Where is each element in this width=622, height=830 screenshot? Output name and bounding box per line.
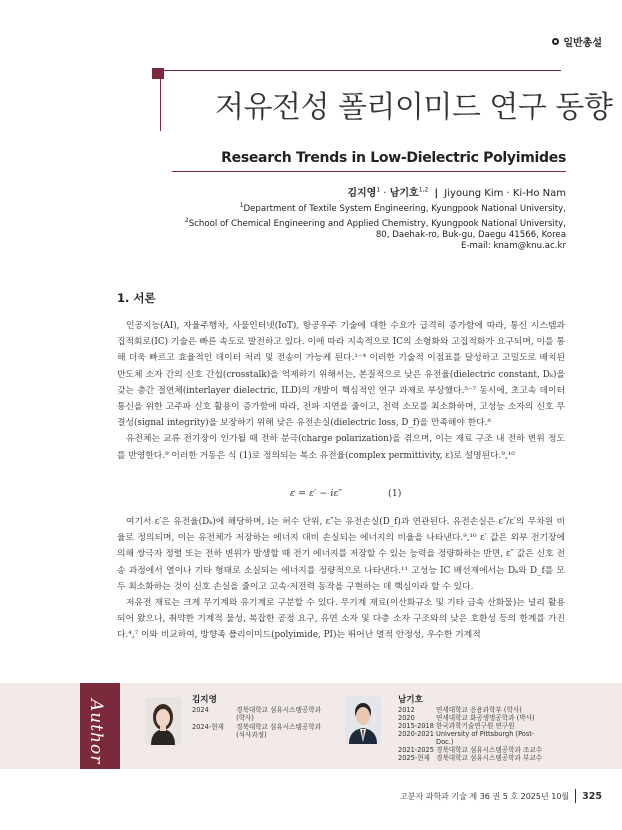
author-2-row [398, 754, 568, 762]
author-2-row [398, 706, 568, 714]
body-paragraphs [117, 514, 565, 644]
author-2-year: 2021-2025 [398, 746, 434, 754]
author-2-row [398, 722, 568, 730]
author-2-detail: 연세대학교 화공생명공학과 (박사) [436, 714, 535, 722]
affiliation-sup: 1 [239, 202, 244, 209]
section-heading: 1. 서론 [117, 291, 156, 305]
author-1-sup: 1 [376, 186, 381, 194]
author-1-row [192, 706, 332, 722]
affiliation-line [146, 200, 566, 215]
author-2-year: 2015-2018 [398, 722, 434, 730]
journal-info: 고분자 과학과 기술 제 36 권 5 호 2025년 10월 [399, 791, 570, 801]
paragraph: 인공지능(AI), 자율주행차, 사물인터넷(IoT), 항공우주 기술에 대한 수요가 급격히 증가함에 따라, 통신 시스템과 집적회로(IC) 기술은 빠른 속도로 발전하고 있다. 이에 따라 지속적으로 IC의 소형화와 고집적화가 요구되며, 이를 통해 더욱 빠르고 효율적인 데이터 처리 및 전송이 가능케 된다.¹⁻⁴ 이러한 기술적 이점표를 달성하고 고밀도로 배치된 반도체 소자 간의 신호 간섭(crosstalk)을 억제하기 위해서는, 본질적으로 낮은 유전율(dielectric constant, Dₖ)을 갖는 층간 절연체(interlayer dielectric, ILD)의 개발이 핵심적인 연구 과제로 부상했다.⁵⁻⁷ 동시에, 초고속 데이터 통신을 위한 고주파 신호 활용이 증가함에 따라, 전파 지연을 줄이고, 전력 소모를 최소화하며, 고성능 소자의 신호 무결성(signal integrity)을 보장하기 위해 낮은 유전손실(dielectric loss, D_f)을 만족해야 한다.⁸ [117, 321, 565, 429]
affiliation-text: Department of Textile System Engineering, Kyungpook National University, [243, 203, 566, 214]
author-2-sup: 1,2 [418, 186, 429, 194]
author-divider: | [434, 188, 439, 199]
author-1-detail: 경북대학교 섬유시스템공학과 (학사) [236, 706, 322, 722]
author-english: Jiyoung Kim · Ki-Ho Nam [444, 188, 566, 199]
author-1-photo [145, 697, 181, 745]
title-rule [172, 171, 566, 172]
author-2-detail: 연세대학교 응용과학부 (학사) [436, 706, 522, 714]
paragraph: 저유전 재료는 크게 무기계와 유기계로 구분할 수 있다. 무기계 재료(이산화규소 및 기타 금속 산화물)는 널리 활용되어 왔으나, 취약한 기계적 물성, 복잡한 공정 요구, 유연 소자 및 다층 소자 구조와의 낮은 호환성 등의 한계를 가진다.⁴,⁷ 이와 비교하여, 방향족 폴리이미드(polyimide, PI)는 뛰어난 열적 안정성, 우수한 기계적 [117, 598, 565, 641]
page-number: 325 [582, 790, 602, 802]
author-label-text: Author [86, 699, 106, 765]
affiliation-text: 80, Daehak-ro, Buk-gu, Daegu 41566, Korea [375, 230, 566, 241]
author-2-row [398, 730, 568, 746]
bullet-icon [552, 38, 559, 45]
author-2-detail: 경북대학교 섬유시스템공학과 부교수 [436, 754, 543, 762]
affiliation-text: School of Chemical Engineering and Applied Chemistry, Kyungpook National University, [188, 218, 566, 229]
author-2-korean: 남기호 [389, 188, 419, 199]
author-2-detail: 한국과학기술연구원 연구원 [436, 722, 515, 730]
author-1-name: 김지영 [192, 695, 217, 705]
affiliation-sup: 2 [184, 217, 189, 225]
affiliation-email [146, 241, 566, 252]
affiliation-line [146, 230, 566, 241]
page-title: 저유전성 폴리이미드 연구 동향 [215, 90, 613, 125]
paragraph: 유전체는 교류 전기장이 인가될 때 전하 분극(charge polarization)을 겪으며, 이는 재료 구조 내 전하 변위 정도를 반영한다.⁹ 이러한 거동은 식 (1)로 정의되는 복소 유전율(complex permittivity, ε)로 설명된다.⁹,¹⁰ [117, 434, 565, 461]
author-2-row [398, 714, 568, 722]
author-2-detail: 경북대학교 섬유시스템공학과 조교수 [436, 746, 543, 754]
author-box-label [80, 683, 120, 769]
intro-paragraphs [117, 318, 565, 464]
author-2-detail: University of Pittsburgh (Post-Doc.) [436, 730, 535, 746]
affiliations [146, 200, 566, 253]
author-line [347, 184, 566, 199]
author-1-year: 2024-현재 [192, 723, 224, 731]
author-1-korean: 김지영 [347, 188, 377, 199]
category-tag [552, 34, 602, 49]
author-2-year: 2025-현재 [398, 754, 430, 762]
author-1-row [192, 723, 332, 739]
author-2-row [398, 746, 568, 754]
footer-divider [575, 789, 576, 803]
email-text: E-mail: knam@knu.ac.kr [460, 241, 566, 252]
equation: ε = ε′ − iε″ [290, 488, 343, 499]
author-2-name: 남기호 [398, 695, 423, 705]
author-2-photo [345, 696, 381, 744]
page-footer [400, 789, 602, 803]
author-1-year: 2024 [192, 706, 209, 714]
author-2-year: 2012 [398, 706, 415, 714]
author-2-year: 2020 [398, 714, 415, 722]
author-separator: · [383, 188, 387, 199]
category-label: 일반총설 [563, 38, 602, 49]
equation-number: (1) [388, 488, 402, 499]
affiliation-line [146, 215, 566, 230]
english-title: Research Trends in Low-Dielectric Polyimides [221, 150, 566, 166]
author-1-detail: 경북대학교 섬유시스템공학과 (석사과정) [236, 723, 322, 739]
paragraph: 여기서 ε′은 유전율(Dₖ)에 해당하며, i는 허수 단위, ε″는 유전손실(D_f)과 연관된다. 유전손실은 ε″/ε′의 무차원 비율로 정의되며, 이는 유전체가 저장하는 에너지 대비 손실되는 에너지의 비율을 나타낸다.⁹,¹⁰ ε′ 값은 외부 전기장에 의해 쌍극자 정렬 또는 전하 변위가 발생할 때 전기 에너지를 저장할 수 있는 능력을 정량화하는 반면, ε″ 값은 신호 전송 과정에서 열이나 기타 형태로 소실되는 에너지를 정량적으로 나타낸다.¹¹ 고성능 IC 배선재에서는 Dₖ와 D_f를 모두 최소화하는 것이 신호 손실을 줄이고 고속·저전력 동작을 구현하는 데 핵심이라 할 수 있다. [117, 517, 565, 592]
author-2-year: 2020-2021 [398, 730, 434, 738]
